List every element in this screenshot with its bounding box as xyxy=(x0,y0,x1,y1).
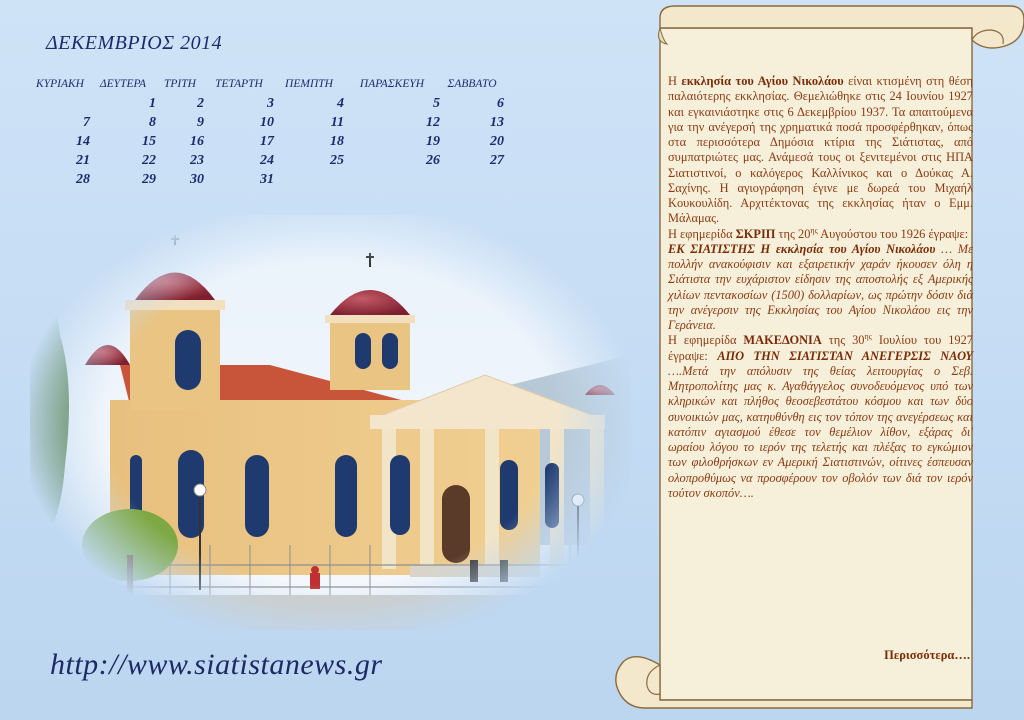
calendar-week-row xyxy=(30,113,504,132)
calendar xyxy=(30,76,504,189)
site-url-link[interactable]: http://www.siatistanews.gr xyxy=(50,648,383,681)
weekday-label: ΤΡΙΤΗ xyxy=(164,78,196,90)
calendar-day: 30 xyxy=(190,171,204,187)
calendar-day xyxy=(30,94,90,113)
weekday-label: ΤΕΤΑΡΤΗ xyxy=(215,78,263,90)
text-run-bold: ΕΚ ΣΙΑΤΙΣΤΗΣ Η εκκλησία του Αγίου Νικολάου xyxy=(668,241,936,256)
article-paragraph xyxy=(668,333,973,501)
article-scroll xyxy=(605,0,1024,720)
calendar-day: 20 xyxy=(490,133,504,149)
church-photo xyxy=(30,215,630,630)
calendar-weekday-row xyxy=(30,76,504,94)
calendar-day: 3 xyxy=(267,95,274,111)
calendar-day: 11 xyxy=(330,114,344,130)
calendar-day: 26 xyxy=(426,152,440,168)
text-run: ….Μετά την απόλυσιν της θείας λειτουργίας ο Σεβ. Μητροπολίτης μας κ. Αγαθάγγελος συνοδευόμενος υπό των κληρικών και πλήθος θεοσεβεστάτου κόσμου και των δύο συνοικιών μας, κατηυθύνθη εις τον τόπον της ανεγέρσεως και κατόπιν αγιασμού έθεσε τον θεμέλιον λίθον, εξάρας δι' ωραίου λόγου το ιερόν της τελετής και πλέξας το εγκώμιον των φιλοθρήσκων εν Αμερική Σιατιστινών, οίτινες έσπευσαν ολοπροθύμως να προσφέρουν τον οβολόν των διά τον ιερόν τούτον σκοπόν…. xyxy=(668,363,973,500)
weekday-label: ΠΑΡΑΣΚΕΥΗ xyxy=(359,78,425,90)
calendar-day: 7 xyxy=(83,114,90,130)
calendar-day: 10 xyxy=(260,114,274,130)
calendar-day: 15 xyxy=(142,133,156,149)
calendar-day: 9 xyxy=(197,114,204,130)
text-run-bold: ΣΚΡΙΠ xyxy=(735,226,776,241)
calendar-week-row xyxy=(30,94,504,113)
calendar-day xyxy=(274,170,344,189)
calendar-day: 27 xyxy=(490,152,504,168)
calendar-day: 31 xyxy=(260,171,274,187)
calendar-day: 8 xyxy=(149,114,156,130)
calendar-day: 29 xyxy=(142,171,156,187)
text-run-bold: ΜΑΚΕΔΟΝΙΑ xyxy=(743,333,822,348)
article-paragraph xyxy=(668,242,973,334)
weekday-label: ΣΑΒΒΑΤΟ xyxy=(447,78,497,90)
text-run: Η εφημερίδα xyxy=(668,226,736,241)
calendar-day xyxy=(344,170,440,189)
calendar-day: 5 xyxy=(433,95,440,111)
calendar-day: 25 xyxy=(330,152,344,168)
calendar-day: 6 xyxy=(497,95,504,111)
calendar-day: 4 xyxy=(337,95,344,111)
article-paragraph xyxy=(668,74,973,227)
article-text xyxy=(668,74,973,501)
calendar-day: 16 xyxy=(190,133,204,149)
calendar-grid xyxy=(30,76,504,189)
superscript: ης xyxy=(810,225,818,235)
weekday-label: ΔΕΥΤΕΡΑ xyxy=(99,78,147,90)
text-run: είναι κτισμένη στη θέση παλαιότερης εκκλησίας. Θεμελιώθηκε στις 24 Ιουνίου 1927 και εγκαινιάστηκε στις 6 Δεκεμβρίου 1937. Τα απαιτούμενα για την ανέγερσή της χρηματικά ποσά προσφέρθηκαν, όπως στα περισσότερα Δημόσια κτίρια της Σιάτιστας, από συμπατριώτες μας. Ανάμεσά τους οι ξενιτεμένοι στις ΗΠΑ Σιατιστινοί, ο καλόγερος Καλλίνικος και ο Δούκας Α. Σαχίνης. Η αγιογράφηση έγινε με δωρεά του Μιχαήλ Κουκουλίδη. Αρχιτέκτονας της εκκλησίας ήταν ο Εμμ. Μάλαμας. xyxy=(668,74,973,226)
text-run: της 30 xyxy=(821,333,865,348)
church-illustration xyxy=(30,215,630,630)
calendar-week-row xyxy=(30,132,504,151)
calendar-weeks xyxy=(30,94,504,189)
text-run: Αυγούστου του 1926 έγραψε: xyxy=(817,226,969,241)
calendar-day: 13 xyxy=(490,114,504,130)
text-run: της 20 xyxy=(775,226,811,241)
calendar-day: 14 xyxy=(76,133,90,149)
text-run: Η xyxy=(668,74,682,88)
calendar-week-row xyxy=(30,151,504,170)
calendar-month-title: ΔΕΚΕΜΒΡΙΟΣ 2014 xyxy=(46,32,223,54)
calendar-day xyxy=(440,170,504,189)
calendar-day: 23 xyxy=(190,152,204,168)
more-link[interactable]: Περισσότερα…. xyxy=(884,648,970,662)
text-run: … Με πολλήν ανακούφισιν και εξαιρετικήν χαράν ήκουσεν όλη η Σιάτιστα την ευχάριστον είδησιν της αποστολής εξ Αμερικής χιλίων πεντακοσίων (1500) δολλαρίων, ως πρώτην δόσιν διά την ανέγερσιν της Εκκλησίας του Αγίου Νικολάου εις την Γεράνεια. xyxy=(668,241,973,332)
calendar-day: 18 xyxy=(330,133,344,149)
text-run-bold: εκκλησία του Αγίου Νικολάου xyxy=(681,74,844,88)
calendar-day: 28 xyxy=(76,171,90,187)
calendar-week-row xyxy=(30,170,504,189)
calendar-day: 12 xyxy=(426,114,440,130)
weekday-label: ΠΕΜΠΤΗ xyxy=(285,78,333,90)
text-run: Ιουλίου του 1927 έγραψε: xyxy=(668,333,973,363)
article-paragraph xyxy=(668,227,973,242)
calendar-day: 22 xyxy=(142,152,156,168)
calendar-day: 17 xyxy=(260,133,274,149)
text-run-bold: ΑΠΟ ΤΗΝ ΣΙΑΤΙΣΤΑΝ ΑΝΕΓΕΡΣΙΣ ΝΑΟΥ xyxy=(717,348,973,363)
calendar-day: 2 xyxy=(197,95,204,111)
calendar-day: 1 xyxy=(149,95,156,111)
calendar-day: 19 xyxy=(426,133,440,149)
superscript: ης xyxy=(864,332,872,342)
calendar-day: 24 xyxy=(260,152,274,168)
weekday-label: ΚΥΡΙΑΚΗ xyxy=(36,78,84,90)
calendar-day: 21 xyxy=(76,152,90,168)
text-run: Η εφημερίδα xyxy=(668,333,744,348)
